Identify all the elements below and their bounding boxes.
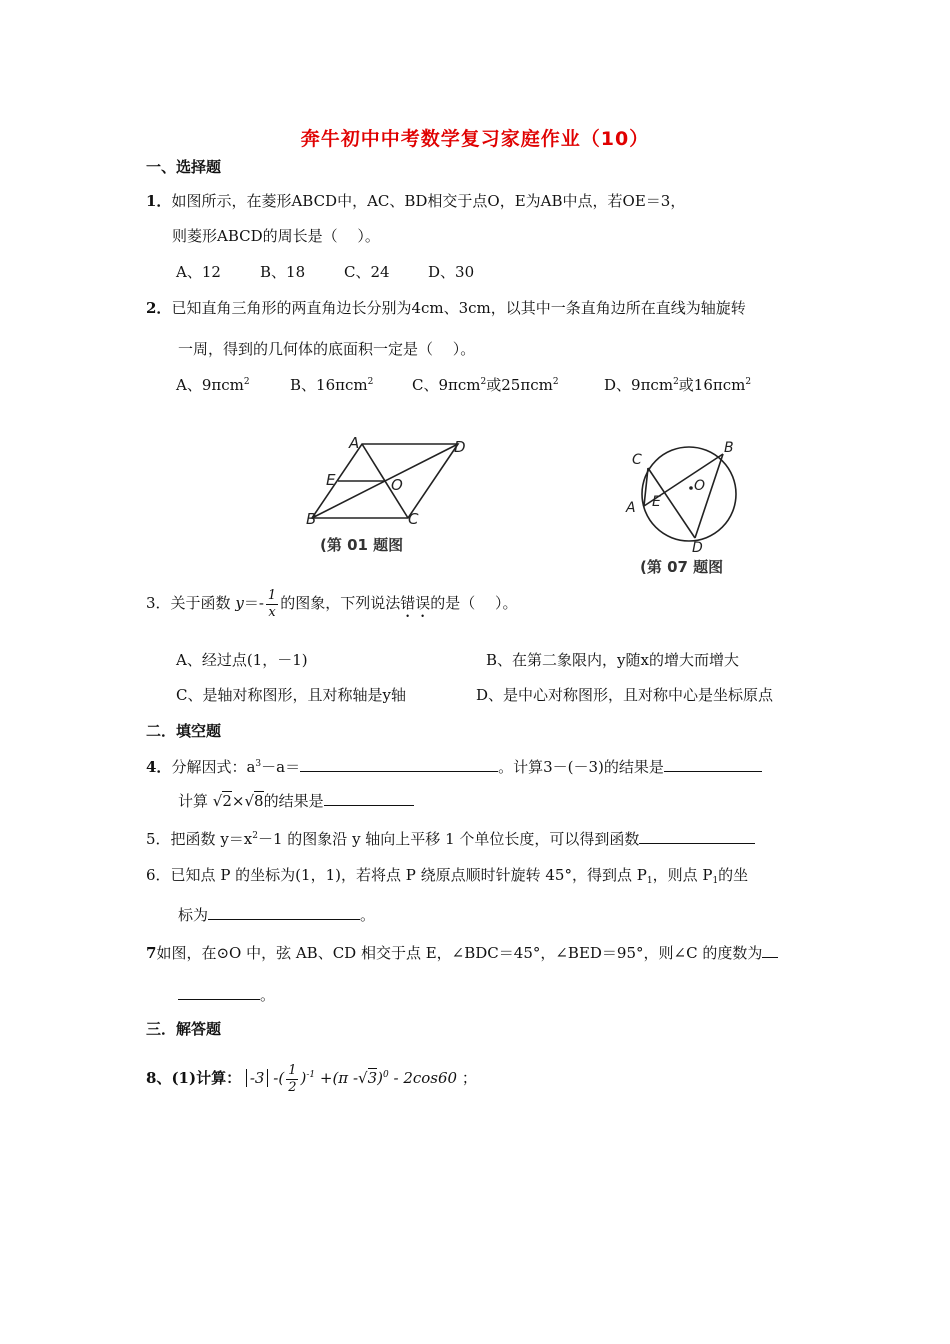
fraction: $\frac{1}{x}$ (267, 587, 277, 620)
question-1-line2: 则菱形ABCD的周长是（ ）。 (172, 227, 380, 245)
label-o: O (694, 478, 706, 494)
question-6: 6．已知点 P 的坐标为(1，1)，若将点 P 绕原点顺时针旋转 45°，得到点 $P_1$，则点 $P_1$的坐 (146, 866, 749, 886)
question-number: 3． (146, 594, 171, 612)
question-number: 1． (146, 192, 172, 210)
option-a: A、经过点(1，－1) (176, 651, 308, 669)
question-4: 4．分解因式：$a^3-a=$ 。计算3－(－3)的结果是 (146, 756, 762, 777)
answer-blank (762, 943, 778, 958)
label-b: B (724, 440, 734, 456)
sqrt-2: √2 (212, 792, 232, 810)
label-c: C (408, 510, 419, 528)
question-text: 已知直角三角形的两直角边长分别为4cm、3cm，以其中一条直角边所在直线为轴旋转 (171, 299, 746, 317)
option-a: A、9πcm$^2$ (176, 376, 250, 394)
option-b: B、16πcm$^2$ (290, 376, 374, 394)
question-8: 8、(1)计算： -3 -( $\frac{1}{2}$ )$^{-1}$ +(π -√3)$^0$ - 2cos60 ； (146, 1062, 477, 1095)
answer-blank (178, 985, 260, 1000)
answer-blank (639, 829, 755, 844)
answer-blank (664, 757, 762, 772)
label-b: B (306, 510, 317, 528)
question-7-line2: 。 (178, 984, 275, 1005)
option-d: D、30 (428, 263, 475, 281)
absolute-value: -3 (246, 1069, 269, 1087)
label-d: D (454, 438, 466, 456)
question-2 (146, 297, 746, 318)
question-text: 如图所示，在菱形ABCD中，AC、BD相交于点O，E为AB中点，若OE＝3， (171, 192, 686, 210)
label-e: E (326, 471, 336, 489)
option-d: D、9πcm$^2$或16πcm$^2$ (604, 376, 752, 394)
option-b: B、在第二象限内，y随x的增大而增大 (486, 651, 739, 669)
fraction: $\frac{1}{2}$ (288, 1062, 297, 1095)
label-c: C (632, 452, 642, 468)
question-4-line2: 计算 √2×√8的结果是 (178, 790, 414, 811)
question-1 (146, 190, 685, 211)
question-7: 7如图，在⊙O 中，弦 AB、CD 相交于点 E，∠BDC＝45°，∠BED＝95°，则∠C 的度数为 (146, 942, 778, 963)
question-6-line2: 标为 。 (178, 906, 376, 924)
section-heading-fill: 二．填空题 (146, 722, 222, 740)
answer-blank (324, 791, 414, 806)
option-d: D、是中心对称图形，且对称中心是坐标原点 (476, 686, 774, 704)
answer-blank (208, 905, 360, 920)
label-a: A (626, 500, 636, 516)
sqrt-8: √8 (244, 792, 264, 810)
label-a: A (349, 434, 360, 452)
section-heading-choice: 一、选择题 (146, 158, 222, 176)
section-heading-solve: 三．解答题 (146, 1020, 222, 1038)
question-2-line2: 一周，得到的几何体的底面积一定是（ ）。 (178, 340, 476, 358)
option-a: A、12 (176, 263, 221, 281)
figure-caption: (第 01 题图 (320, 536, 404, 554)
question-5: 5．把函数 $y=x^2-1$ 的图象沿 y 轴向上平移 1 个单位长度，可以得到函数 (146, 828, 755, 849)
label-o: O (391, 476, 403, 494)
question-number: 2． (146, 299, 172, 317)
figure-circle (620, 436, 750, 581)
label-d: D (692, 540, 703, 556)
option-c: C、9πcm$^2$或25πcm$^2$ (412, 376, 559, 394)
page-title: 奔牛初中中考数学复习家庭作业（10） (300, 128, 650, 150)
option-b: B、18 (260, 263, 306, 281)
answer-blank (300, 757, 498, 772)
option-c: C、是轴对称图形，且对称轴是y轴 (176, 686, 406, 704)
option-c: C、24 (344, 263, 390, 281)
question-3: 3．关于函数 y＝- $\frac{1}{x}$ 的图象，下列说法错误的是（ ）。 (146, 587, 518, 620)
sqrt-3: √3 (358, 1069, 378, 1087)
figure-rhombus (296, 432, 496, 562)
figure-caption: (第 07 题图 (640, 558, 724, 576)
label-e: E (652, 494, 661, 510)
